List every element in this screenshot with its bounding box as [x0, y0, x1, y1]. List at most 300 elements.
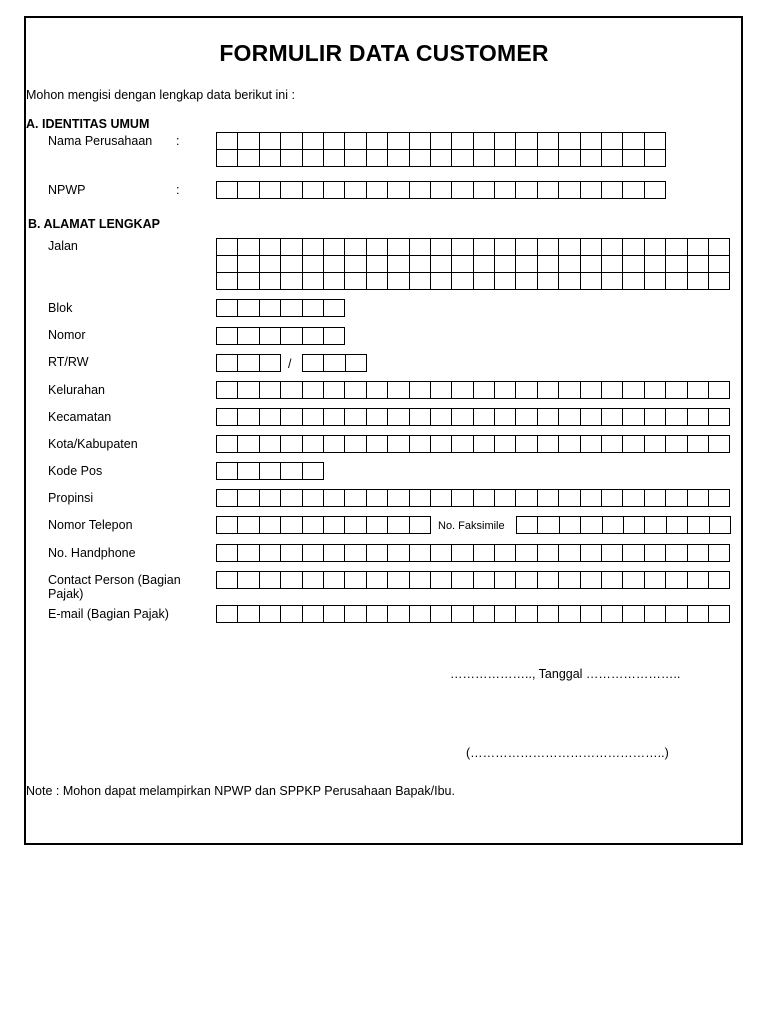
- char-box[interactable]: [602, 409, 623, 426]
- char-box[interactable]: [431, 490, 452, 507]
- char-box[interactable]: [666, 490, 687, 507]
- char-box[interactable]: [410, 436, 431, 453]
- char-box[interactable]: [495, 436, 516, 453]
- char-box[interactable]: [645, 256, 666, 273]
- char-box[interactable]: [581, 572, 602, 589]
- char-box[interactable]: [260, 545, 281, 562]
- char-box[interactable]: [217, 182, 238, 199]
- char-box[interactable]: [281, 409, 302, 426]
- char-box[interactable]: [367, 606, 388, 623]
- char-box[interactable]: [559, 606, 580, 623]
- propinsi-boxes[interactable]: [216, 489, 730, 507]
- contact-person-boxes[interactable]: [216, 571, 730, 589]
- char-box[interactable]: [452, 256, 473, 273]
- char-box[interactable]: [238, 409, 259, 426]
- char-box[interactable]: [495, 572, 516, 589]
- char-box[interactable]: [559, 256, 580, 273]
- char-box[interactable]: [388, 545, 409, 562]
- char-box[interactable]: [688, 517, 709, 534]
- char-box[interactable]: [260, 606, 281, 623]
- char-box[interactable]: [367, 239, 388, 256]
- char-box[interactable]: [410, 606, 431, 623]
- char-box[interactable]: [709, 545, 730, 562]
- char-box[interactable]: [260, 490, 281, 507]
- char-box[interactable]: [688, 239, 709, 256]
- char-box[interactable]: [388, 436, 409, 453]
- char-box[interactable]: [688, 409, 709, 426]
- char-box[interactable]: [431, 572, 452, 589]
- char-box[interactable]: [602, 150, 623, 167]
- char-box[interactable]: [303, 409, 324, 426]
- char-box[interactable]: [345, 382, 366, 399]
- char-box[interactable]: [303, 182, 324, 199]
- char-box[interactable]: [602, 382, 623, 399]
- char-box[interactable]: [517, 517, 538, 534]
- char-box[interactable]: [281, 256, 302, 273]
- char-box[interactable]: [260, 239, 281, 256]
- char-box[interactable]: [303, 300, 324, 317]
- char-box[interactable]: [495, 409, 516, 426]
- npwp-boxes[interactable]: [216, 181, 666, 199]
- char-box[interactable]: [452, 239, 473, 256]
- char-box[interactable]: [238, 150, 259, 167]
- char-box[interactable]: [645, 133, 666, 150]
- char-box[interactable]: [666, 256, 687, 273]
- char-box[interactable]: [495, 606, 516, 623]
- char-box[interactable]: [281, 490, 302, 507]
- char-box[interactable]: [410, 490, 431, 507]
- char-box[interactable]: [581, 239, 602, 256]
- char-box[interactable]: [688, 572, 709, 589]
- char-box[interactable]: [645, 273, 666, 290]
- char-box[interactable]: [602, 273, 623, 290]
- char-box[interactable]: [581, 606, 602, 623]
- char-box[interactable]: [388, 572, 409, 589]
- char-box[interactable]: [431, 239, 452, 256]
- char-box[interactable]: [345, 150, 366, 167]
- char-box[interactable]: [431, 133, 452, 150]
- char-box[interactable]: [217, 517, 238, 534]
- char-box[interactable]: [538, 606, 559, 623]
- char-box[interactable]: [345, 256, 366, 273]
- char-box[interactable]: [516, 545, 537, 562]
- char-box[interactable]: [281, 273, 302, 290]
- kecamatan-boxes[interactable]: [216, 408, 730, 426]
- char-box[interactable]: [260, 355, 281, 372]
- char-box[interactable]: [688, 490, 709, 507]
- char-box[interactable]: [217, 572, 238, 589]
- char-box[interactable]: [388, 182, 409, 199]
- char-box[interactable]: [431, 382, 452, 399]
- char-box[interactable]: [623, 409, 644, 426]
- char-box[interactable]: [538, 517, 559, 534]
- char-box[interactable]: [581, 150, 602, 167]
- char-box[interactable]: [474, 606, 495, 623]
- char-box[interactable]: [581, 273, 602, 290]
- char-box[interactable]: [238, 382, 259, 399]
- char-box[interactable]: [324, 300, 345, 317]
- char-box[interactable]: [431, 182, 452, 199]
- char-box[interactable]: [602, 545, 623, 562]
- char-box[interactable]: [238, 545, 259, 562]
- char-box[interactable]: [516, 133, 537, 150]
- char-box[interactable]: [516, 273, 537, 290]
- char-box[interactable]: [452, 182, 473, 199]
- char-box[interactable]: [303, 572, 324, 589]
- char-box[interactable]: [602, 490, 623, 507]
- handphone-boxes[interactable]: [216, 544, 730, 562]
- blok-boxes[interactable]: [216, 299, 345, 317]
- char-box[interactable]: [345, 409, 366, 426]
- char-box[interactable]: [324, 572, 345, 589]
- char-box[interactable]: [281, 239, 302, 256]
- char-box[interactable]: [709, 606, 730, 623]
- char-box[interactable]: [281, 150, 302, 167]
- char-box[interactable]: [431, 545, 452, 562]
- char-box[interactable]: [495, 490, 516, 507]
- char-box[interactable]: [410, 545, 431, 562]
- char-box[interactable]: [367, 490, 388, 507]
- char-box[interactable]: [260, 133, 281, 150]
- char-box[interactable]: [452, 133, 473, 150]
- char-box[interactable]: [324, 436, 345, 453]
- char-box[interactable]: [495, 382, 516, 399]
- char-box[interactable]: [431, 150, 452, 167]
- nama-perusahaan-boxes[interactable]: [216, 132, 666, 167]
- char-box[interactable]: [260, 328, 281, 345]
- char-box[interactable]: [495, 545, 516, 562]
- char-box[interactable]: [281, 545, 302, 562]
- char-box[interactable]: [303, 545, 324, 562]
- char-box[interactable]: [345, 490, 366, 507]
- char-box[interactable]: [602, 239, 623, 256]
- char-box[interactable]: [495, 273, 516, 290]
- char-box[interactable]: [431, 256, 452, 273]
- char-box[interactable]: [410, 182, 431, 199]
- char-box[interactable]: [474, 572, 495, 589]
- char-box[interactable]: [559, 545, 580, 562]
- char-box[interactable]: [709, 256, 730, 273]
- char-box[interactable]: [345, 606, 366, 623]
- char-box[interactable]: [452, 382, 473, 399]
- char-box[interactable]: [431, 606, 452, 623]
- char-box[interactable]: [452, 409, 473, 426]
- char-box[interactable]: [516, 606, 537, 623]
- char-box[interactable]: [559, 239, 580, 256]
- char-box[interactable]: [238, 517, 259, 534]
- char-box[interactable]: [474, 133, 495, 150]
- char-box[interactable]: [260, 273, 281, 290]
- char-box[interactable]: [645, 490, 666, 507]
- char-box[interactable]: [645, 409, 666, 426]
- char-box[interactable]: [281, 133, 302, 150]
- char-box[interactable]: [217, 273, 238, 290]
- char-box[interactable]: [559, 273, 580, 290]
- char-box[interactable]: [281, 517, 302, 534]
- char-box[interactable]: [431, 409, 452, 426]
- char-box[interactable]: [559, 572, 580, 589]
- char-box[interactable]: [581, 256, 602, 273]
- char-box[interactable]: [666, 409, 687, 426]
- char-box[interactable]: [431, 273, 452, 290]
- char-box[interactable]: [367, 436, 388, 453]
- char-box[interactable]: [238, 133, 259, 150]
- char-box[interactable]: [474, 239, 495, 256]
- char-box[interactable]: [324, 355, 345, 372]
- char-box[interactable]: [388, 382, 409, 399]
- char-box[interactable]: [260, 256, 281, 273]
- char-box[interactable]: [260, 182, 281, 199]
- char-box[interactable]: [474, 382, 495, 399]
- char-box[interactable]: [345, 436, 366, 453]
- kode-pos-boxes[interactable]: [216, 462, 324, 480]
- char-box[interactable]: [581, 490, 602, 507]
- char-box[interactable]: [238, 436, 259, 453]
- char-box[interactable]: [538, 436, 559, 453]
- email-boxes[interactable]: [216, 605, 730, 623]
- char-box[interactable]: [388, 239, 409, 256]
- char-box[interactable]: [666, 273, 687, 290]
- char-box[interactable]: [346, 355, 367, 372]
- char-box[interactable]: [217, 256, 238, 273]
- char-box[interactable]: [603, 517, 624, 534]
- char-box[interactable]: [303, 150, 324, 167]
- char-box[interactable]: [645, 239, 666, 256]
- char-box[interactable]: [324, 328, 345, 345]
- char-box[interactable]: [238, 572, 259, 589]
- char-box[interactable]: [602, 572, 623, 589]
- char-box[interactable]: [324, 382, 345, 399]
- char-box[interactable]: [345, 182, 366, 199]
- char-box[interactable]: [516, 239, 537, 256]
- char-box[interactable]: [303, 239, 324, 256]
- char-box[interactable]: [260, 150, 281, 167]
- char-box[interactable]: [709, 572, 730, 589]
- char-box[interactable]: [324, 182, 345, 199]
- char-box[interactable]: [367, 572, 388, 589]
- char-box[interactable]: [474, 436, 495, 453]
- char-box[interactable]: [688, 273, 709, 290]
- char-box[interactable]: [623, 436, 644, 453]
- char-box[interactable]: [602, 256, 623, 273]
- char-box[interactable]: [345, 545, 366, 562]
- char-box[interactable]: [303, 463, 324, 480]
- char-box[interactable]: [410, 133, 431, 150]
- char-box[interactable]: [709, 382, 730, 399]
- char-box[interactable]: [367, 133, 388, 150]
- rt-boxes[interactable]: [216, 354, 281, 372]
- char-box[interactable]: [581, 517, 602, 534]
- char-box[interactable]: [410, 239, 431, 256]
- faksimile-boxes[interactable]: [516, 516, 731, 534]
- char-box[interactable]: [367, 517, 388, 534]
- char-box[interactable]: [410, 517, 431, 534]
- char-box[interactable]: [367, 273, 388, 290]
- char-box[interactable]: [602, 436, 623, 453]
- char-box[interactable]: [623, 606, 644, 623]
- char-box[interactable]: [474, 150, 495, 167]
- char-box[interactable]: [474, 256, 495, 273]
- char-box[interactable]: [345, 239, 366, 256]
- char-box[interactable]: [559, 409, 580, 426]
- char-box[interactable]: [688, 545, 709, 562]
- char-box[interactable]: [474, 545, 495, 562]
- nomor-telepon-boxes[interactable]: [216, 516, 431, 534]
- char-box[interactable]: [495, 182, 516, 199]
- char-box[interactable]: [410, 409, 431, 426]
- char-box[interactable]: [324, 133, 345, 150]
- char-box[interactable]: [645, 606, 666, 623]
- char-box[interactable]: [474, 490, 495, 507]
- char-box[interactable]: [303, 606, 324, 623]
- char-box[interactable]: [559, 436, 580, 453]
- char-box[interactable]: [367, 150, 388, 167]
- char-box[interactable]: [538, 572, 559, 589]
- char-box[interactable]: [623, 382, 644, 399]
- char-box[interactable]: [303, 517, 324, 534]
- char-box[interactable]: [623, 572, 644, 589]
- char-box[interactable]: [410, 273, 431, 290]
- char-box[interactable]: [559, 490, 580, 507]
- char-box[interactable]: [452, 436, 473, 453]
- char-box[interactable]: [410, 382, 431, 399]
- char-box[interactable]: [474, 409, 495, 426]
- jalan-boxes[interactable]: [216, 238, 730, 290]
- char-box[interactable]: [303, 256, 324, 273]
- char-box[interactable]: [281, 328, 302, 345]
- char-box[interactable]: [217, 490, 238, 507]
- char-box[interactable]: [324, 256, 345, 273]
- char-box[interactable]: [516, 572, 537, 589]
- char-box[interactable]: [538, 273, 559, 290]
- char-box[interactable]: [581, 436, 602, 453]
- char-box[interactable]: [623, 150, 644, 167]
- char-box[interactable]: [559, 182, 580, 199]
- char-box[interactable]: [538, 150, 559, 167]
- char-box[interactable]: [281, 606, 302, 623]
- char-box[interactable]: [388, 490, 409, 507]
- char-box[interactable]: [388, 256, 409, 273]
- char-box[interactable]: [431, 436, 452, 453]
- char-box[interactable]: [538, 239, 559, 256]
- char-box[interactable]: [538, 490, 559, 507]
- char-box[interactable]: [303, 273, 324, 290]
- char-box[interactable]: [345, 572, 366, 589]
- char-box[interactable]: [624, 517, 645, 534]
- char-box[interactable]: [666, 572, 687, 589]
- char-box[interactable]: [324, 150, 345, 167]
- char-box[interactable]: [324, 490, 345, 507]
- char-box[interactable]: [238, 463, 259, 480]
- char-box[interactable]: [559, 150, 580, 167]
- char-box[interactable]: [666, 606, 687, 623]
- char-box[interactable]: [303, 355, 324, 372]
- char-box[interactable]: [303, 328, 324, 345]
- char-box[interactable]: [281, 382, 302, 399]
- char-box[interactable]: [388, 517, 409, 534]
- char-box[interactable]: [688, 382, 709, 399]
- char-box[interactable]: [645, 545, 666, 562]
- char-box[interactable]: [645, 572, 666, 589]
- rw-boxes[interactable]: [302, 354, 367, 372]
- char-box[interactable]: [260, 436, 281, 453]
- char-box[interactable]: [452, 572, 473, 589]
- char-box[interactable]: [217, 436, 238, 453]
- char-box[interactable]: [452, 490, 473, 507]
- char-box[interactable]: [538, 545, 559, 562]
- char-box[interactable]: [367, 256, 388, 273]
- char-box[interactable]: [388, 409, 409, 426]
- char-box[interactable]: [238, 490, 259, 507]
- char-box[interactable]: [303, 490, 324, 507]
- char-box[interactable]: [303, 382, 324, 399]
- char-box[interactable]: [495, 150, 516, 167]
- char-box[interactable]: [581, 133, 602, 150]
- char-box[interactable]: [666, 382, 687, 399]
- char-box[interactable]: [367, 182, 388, 199]
- char-box[interactable]: [238, 328, 259, 345]
- char-box[interactable]: [217, 328, 238, 345]
- char-box[interactable]: [410, 572, 431, 589]
- char-box[interactable]: [388, 150, 409, 167]
- char-box[interactable]: [516, 382, 537, 399]
- char-box[interactable]: [410, 256, 431, 273]
- char-box[interactable]: [345, 133, 366, 150]
- char-box[interactable]: [452, 606, 473, 623]
- char-box[interactable]: [645, 182, 666, 199]
- char-box[interactable]: [281, 182, 302, 199]
- char-box[interactable]: [303, 436, 324, 453]
- char-box[interactable]: [345, 273, 366, 290]
- char-box[interactable]: [324, 409, 345, 426]
- char-box[interactable]: [281, 572, 302, 589]
- char-box[interactable]: [367, 382, 388, 399]
- char-box[interactable]: [324, 545, 345, 562]
- char-box[interactable]: [666, 436, 687, 453]
- char-box[interactable]: [709, 436, 730, 453]
- char-box[interactable]: [281, 300, 302, 317]
- char-box[interactable]: [538, 382, 559, 399]
- char-box[interactable]: [495, 239, 516, 256]
- char-box[interactable]: [238, 256, 259, 273]
- char-box[interactable]: [581, 409, 602, 426]
- char-box[interactable]: [709, 273, 730, 290]
- char-box[interactable]: [710, 517, 731, 534]
- char-box[interactable]: [367, 545, 388, 562]
- char-box[interactable]: [623, 545, 644, 562]
- char-box[interactable]: [217, 463, 238, 480]
- char-box[interactable]: [260, 300, 281, 317]
- char-box[interactable]: [495, 133, 516, 150]
- char-box[interactable]: [281, 463, 302, 480]
- char-box[interactable]: [709, 409, 730, 426]
- char-box[interactable]: [217, 606, 238, 623]
- char-box[interactable]: [452, 150, 473, 167]
- char-box[interactable]: [666, 545, 687, 562]
- char-box[interactable]: [709, 239, 730, 256]
- char-box[interactable]: [324, 273, 345, 290]
- char-box[interactable]: [623, 182, 644, 199]
- char-box[interactable]: [688, 436, 709, 453]
- char-box[interactable]: [388, 133, 409, 150]
- char-box[interactable]: [281, 436, 302, 453]
- char-box[interactable]: [260, 517, 281, 534]
- char-box[interactable]: [260, 382, 281, 399]
- char-box[interactable]: [602, 606, 623, 623]
- char-box[interactable]: [238, 273, 259, 290]
- char-box[interactable]: [645, 150, 666, 167]
- char-box[interactable]: [324, 606, 345, 623]
